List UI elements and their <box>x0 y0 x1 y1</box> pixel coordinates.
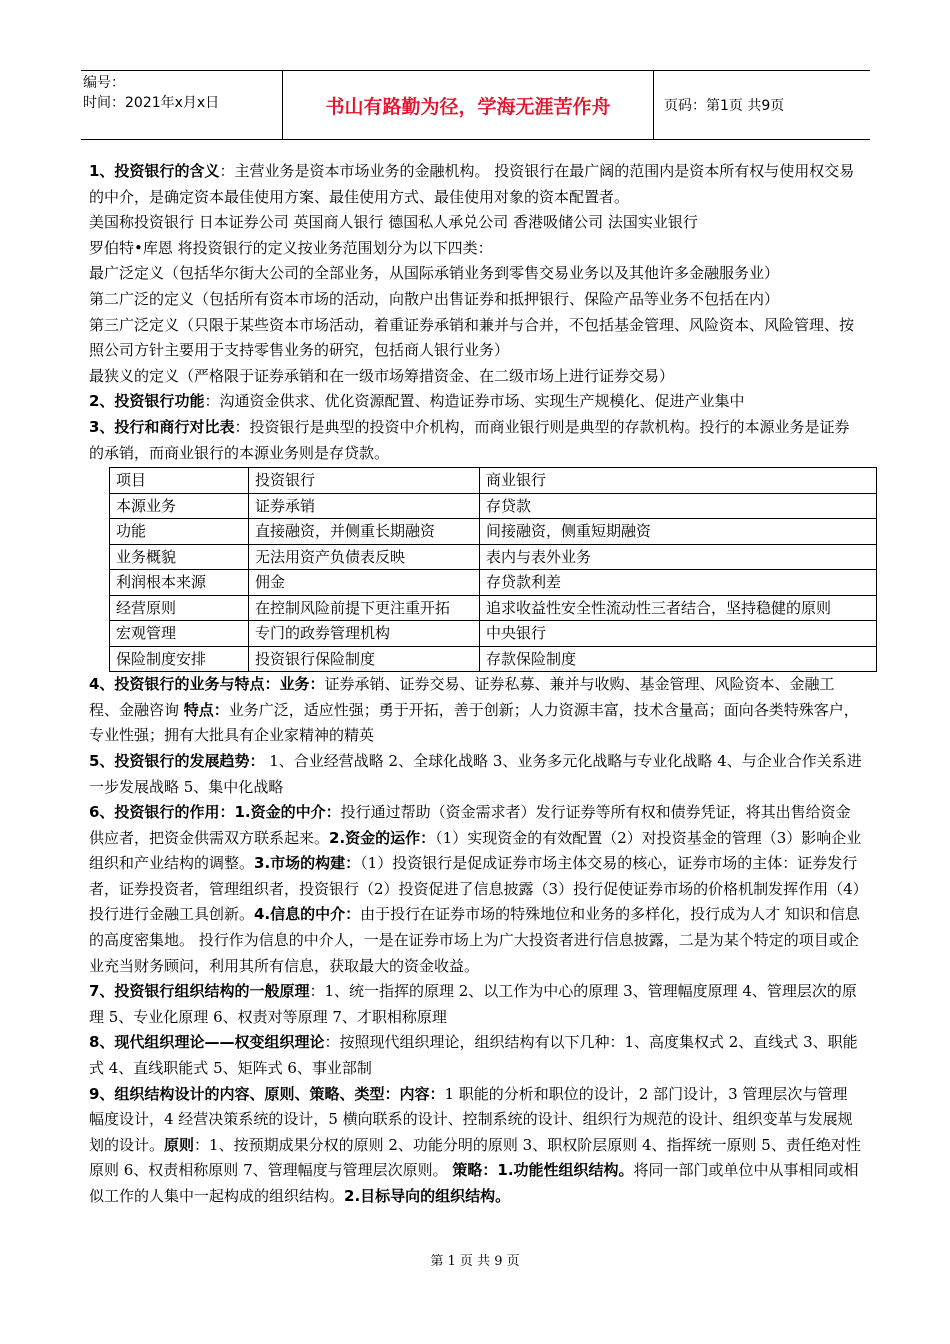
table-row <box>110 519 877 545</box>
table-cell: 直接融资，并侧重长期融资 <box>249 519 480 545</box>
kuhn-definition: 罗伯特•库恩 将投资银行的定义按业务范围划分为以下四类： <box>89 238 493 257</box>
section-5 <box>89 749 862 800</box>
table-cell: 专门的政券管理机构 <box>249 621 480 647</box>
section-8-text: ：按照现代组织理论，组织结构有以下几种：1、高度集权式 2、直线式 3、职能式 4、直线职能式 5、矩阵式 6、事业部制 <box>89 1033 858 1078</box>
section-6-title: 6、投资银行的作用： <box>89 803 235 822</box>
table-header: 项目 <box>110 468 249 494</box>
section-7-title: 7、投资银行组织结构的一般原理 <box>89 982 310 1001</box>
page-info: 页码：第1页 共9页 <box>664 98 785 114</box>
table-cell: 本源业务 <box>110 493 249 519</box>
section-6-label: 4.信息的中介： <box>254 905 361 924</box>
definition-3: 第三广泛定义（只限于某些资本市场活动，着重证券承销和兼并与合并，不包括基金管理、风险资本、风险管理、按照公司方针主要用于支持零售业务的研究，包括商人银行业务） <box>89 315 855 360</box>
section-6-text: （1）投资银行是促成证券市场主体交易的核心，证券市场的主体：证券发行者，证券投资者，管理组织者，投资银行（2）投资促进了信息披露（3）投行促使证券市场的价格机制发挥作用（4）投行进行金融工具创新。 <box>89 854 861 924</box>
table-row <box>110 621 877 647</box>
section-9 <box>89 1082 862 1210</box>
definition-4: 最狭义的定义（严格限于证券承销和在一级市场筹措资金、在二级市场上进行证券交易） <box>89 366 675 385</box>
section-9-text: 1 职能的分析和职位的设计，2 部门设计，3 管理层次与管理幅度设计，4 经营决策系统的设计，5 横向联系的设计、控制系统的设计、组织行为规范的设计、组织变革与发展规划的设计。 <box>89 1084 853 1154</box>
section-8 <box>89 1030 862 1081</box>
section-7 <box>89 979 862 1030</box>
section-4-title: 4、投资银行的业务与特点： <box>89 675 280 694</box>
time-label: 时间：2021年x月x日 <box>83 95 220 111</box>
table-cell: 佣金 <box>249 570 480 596</box>
table-row <box>110 493 877 519</box>
section-4-text: 业务广泛，适应性强；勇于开拓，善于创新；人力资源丰富，技术含量高；面向各类特殊客户，专业性强；拥有大批具有企业家精神的精英 <box>89 700 859 745</box>
section-5-title: 5、投资银行的发展趋势： <box>89 751 265 770</box>
section-3 <box>89 415 862 466</box>
section-6-text: 投行通过帮助（资金需求者）发行证券等所有权和债券凭证，将其出售给资金供应者，把资金供需双方联系起来。 <box>89 803 851 847</box>
definition-2: 第二广泛的定义（包括所有资本市场的活动，向散户出售证券和抵押银行、保险产品等业务不包括在内） <box>89 289 780 308</box>
header-meta <box>81 71 282 139</box>
section-9-label: 策略：1.功能性组织结构。 <box>452 1161 634 1180</box>
table-cell: 在控制风险前提下更注重开拓 <box>249 595 480 621</box>
section-9-text: 将同一部门或单位中从事相同或相似工作的人集中一起构成的组织结构。 <box>89 1161 859 1205</box>
section-1-text: ：主营业务是资本市场业务的金融机构。 投资银行在最广阔的范围内是资本所有权与使用权交易的中介，是确定资本最佳使用方案、最佳使用方式、最佳使用对象的资本配置者。 <box>89 162 855 206</box>
table-header: 投资银行 <box>249 468 480 494</box>
section-3-text: ：投资银行是典型的投资中介机构，而商业银行则是典型的存款机构。投行的本源业务是证券的承销，而商业银行的本源业务则是存贷款。 <box>89 417 850 462</box>
table-cell: 经营原则 <box>110 595 249 621</box>
table-cell: 表内与表外业务 <box>480 544 877 570</box>
table-row <box>110 544 877 570</box>
page-footer: 第 1 页 共 9 页 <box>430 1254 520 1269</box>
section-6-text: 由于投行在证券市场的特殊地位和业务的多样化，投行成为人才 知识和信息的高度密集地。 投行作为信息的中介人，一是在证券市场上为广大投资者进行信息披露，二是为某个特定的项目或企业充当财务顾问，利用其所有信息，获取最大的资金收益。 <box>89 905 860 975</box>
table-row <box>110 595 877 621</box>
section-6-label: 2.资金的运作： <box>329 828 436 847</box>
section-2-title: 2、投资银行功能 <box>89 392 205 411</box>
section-6-label: 3.市场的构建： <box>254 854 361 873</box>
section-9-title: 9、组织结构设计的内容、原则、策略、类型： <box>89 1084 400 1103</box>
section-4-text: 证券承销、证券交易、证券私募、兼并与收购、基金管理、风险资本、金融工程、金融咨询 <box>89 675 835 719</box>
section-8-title: 8、现代组织理论——权变组织理论 <box>89 1033 325 1052</box>
header-motto: 书山有路勤为径，学海无涯苦作舟 <box>282 71 654 139</box>
table-row <box>110 570 877 596</box>
table-cell: 证券承销 <box>249 493 480 519</box>
table-cell: 功能 <box>110 519 249 545</box>
section-4 <box>89 672 862 749</box>
section-9-label: 2.目标导向的组织结构。 <box>344 1187 511 1205</box>
section-9-label: 原则 <box>164 1135 195 1154</box>
section-6-label: 1.资金的中介： <box>234 803 341 822</box>
section-5-text: 1、合业经营战略 2、全球化战略 3、业务多元化战略与专业化战略 4、与企业合作关系进一步发展战略 5、集中化战略 <box>89 751 862 796</box>
table-cell: 存贷款 <box>480 493 877 519</box>
section-7-text: ：1、统一指挥的原理 2、以工作为中心的原理 3、管理幅度原理 4、管理层次的原理 5、专业化原理 6、权责对等原理 7、才职相称原理 <box>89 982 857 1026</box>
table-cell: 业务概貌 <box>110 544 249 570</box>
table-cell: 利润根本来源 <box>110 570 249 596</box>
section-6-text: （1）实现资金的有效配置（2）对投资基金的管理（3）影响企业组织和产业结构的调整。 <box>89 828 862 873</box>
table-cell: 投资银行保险制度 <box>249 646 480 672</box>
section-2 <box>89 389 862 415</box>
table-cell: 保险制度安排 <box>110 646 249 672</box>
number-label: 编号： <box>83 75 125 91</box>
section-1-title: 1、投资银行的含义 <box>89 162 220 180</box>
section-9-text: ：1、按预期成果分权的原则 2、功能分明的原则 3、职权阶层原则 4、指挥统一原则 5、责任绝对性原则 6、权责相称原则 7、管理幅度与管理层次原则。 <box>89 1135 861 1180</box>
table-cell: 中央银行 <box>480 621 877 647</box>
table-header-row <box>110 468 877 494</box>
definition-1: 最广泛定义（包括华尔街大公司的全部业务，从国际承销业务到零售交易业务以及其他许多金融服务业） <box>89 264 780 283</box>
section-6 <box>89 800 862 979</box>
document-body <box>89 159 862 1210</box>
table-cell: 间接融资，侧重短期融资 <box>480 519 877 545</box>
bank-names: 美国称投资银行 日本证券公司 英国商人银行 德国私人承兑公司 香港吸储公司 法国实业银行 <box>89 213 698 232</box>
section-4-label: 业务： <box>279 675 325 694</box>
section-9-label: 内容： <box>399 1084 445 1103</box>
table-cell: 宏观管理 <box>110 621 249 647</box>
table-cell: 存款保险制度 <box>480 646 877 672</box>
section-1 <box>89 159 862 210</box>
table-header: 商业银行 <box>480 468 877 494</box>
table-cell: 无法用资产负债表反映 <box>249 544 480 570</box>
header <box>81 70 870 140</box>
table-cell: 存贷款利差 <box>480 570 877 596</box>
table-cell: 追求收益性安全性流动性三者结合，坚持稳健的原则 <box>480 595 877 621</box>
section-4-label: 特点： <box>183 700 229 719</box>
table-row <box>110 646 877 672</box>
section-2-text: ：沟通资金供求、优化资源配置、构造证券市场、实现生产规模化、促进产业集中 <box>204 392 745 411</box>
section-3-title: 3、投行和商行对比表 <box>89 417 235 436</box>
comparison-table <box>109 467 877 672</box>
